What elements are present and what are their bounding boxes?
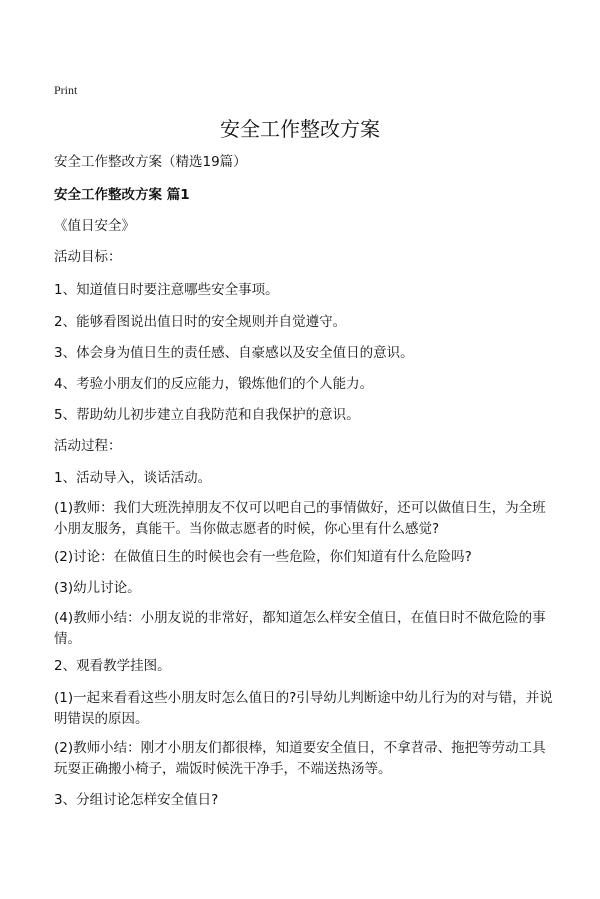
process-step: 3、分组讨论怎样安全值日?: [54, 792, 219, 808]
document-subtitle: 安全工作整改方案（精选19篇）: [54, 154, 247, 170]
process-item: (2)讨论：在做值日生的时候也会有一些危险，你们知道有什么危险吗?: [54, 549, 472, 565]
document-title: 安全工作整改方案: [220, 117, 380, 141]
process-item: (2)教师小结：刚才小朋友们都很棒，知道要安全值日，不拿苕帚、拖把等劳动工具玩耍正确搬小椅子，端饭时候洗干净手，不端送热汤等。: [54, 740, 546, 777]
process-item: (4)教师小结：小朋友说的非常好，都知道怎么样安全值日，在值日时不做危险的事情。: [54, 610, 546, 647]
process-step: 1、活动导入，谈话活动。: [54, 470, 212, 486]
process-item: (1)教师：我们大班洗掉朋友不仅可以吧自己的事情做好，还可以做值日生，为全班小朋友服务，真能干。当你做志愿者的时候，你心里有什么感觉?: [54, 500, 546, 537]
process-step: 2、观看教学挂图。: [54, 658, 171, 674]
process-item: (3)幼儿讨论。: [54, 580, 141, 596]
goal-item: 1、知道值日时要注意哪些安全事项。: [54, 282, 279, 298]
goal-item: 5、帮助幼儿初步建立自我防范和自我保护的意识。: [54, 407, 360, 423]
process-heading: 活动过程：: [54, 438, 122, 454]
process-item: (1)一起来看看这些小朋友时怎么值日的?引导幼儿判断途中幼儿行为的对与错，并说明错误的原因。: [54, 690, 553, 727]
section-heading: 安全工作整改方案 篇1: [54, 187, 190, 203]
goal-item: 4、考验小朋友们的反应能力，锻炼他们的个人能力。: [54, 376, 374, 392]
goal-item: 3、体会身为值日生的责任感、自豪感以及安全值日的意识。: [54, 345, 414, 361]
goals-heading: 活动目标：: [54, 249, 122, 265]
lesson-name: 《值日安全》: [54, 218, 135, 234]
print-label: Print: [54, 83, 78, 97]
goal-item: 2、能够看图说出值日时的安全规则并自觉遵守。: [54, 314, 347, 330]
